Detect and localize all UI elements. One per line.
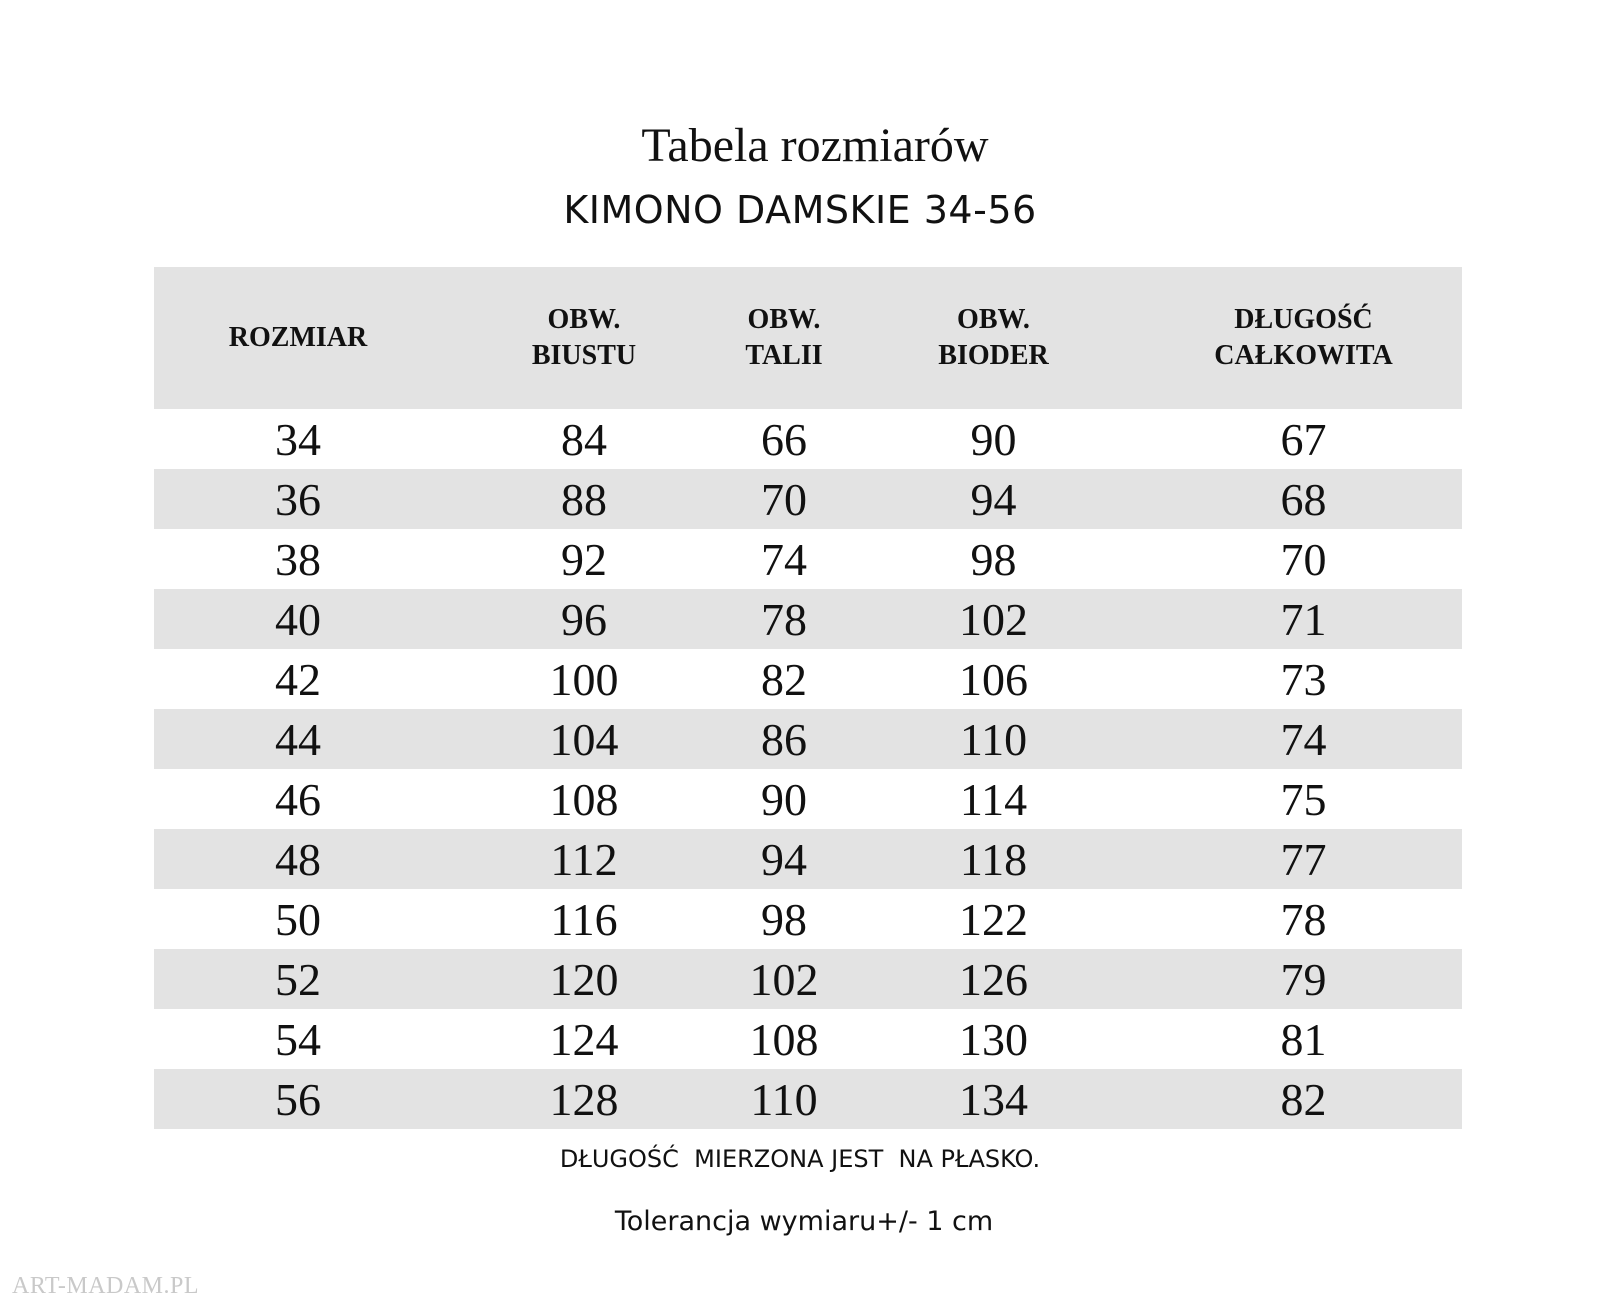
- waist-cell: 78: [726, 589, 842, 649]
- table-row: [154, 409, 1462, 469]
- bust-cell: 96: [442, 589, 726, 649]
- hips-cell: 126: [842, 949, 1145, 1009]
- header-length: [1145, 267, 1462, 409]
- table-row: [154, 769, 1462, 829]
- table-row: [154, 589, 1462, 649]
- watermark: ART-MADAM.PL: [12, 1273, 200, 1299]
- bust-cell: 120: [442, 949, 726, 1009]
- header-line: OBW.: [747, 304, 821, 335]
- hips-cell: 106: [959, 653, 1028, 705]
- hips-cell: 130: [959, 1013, 1028, 1065]
- table-row: [154, 1069, 1462, 1129]
- size-cell: 48: [154, 829, 442, 889]
- size-cell: 34: [275, 413, 321, 465]
- bust-cell: 104: [442, 709, 726, 769]
- header-line: OBW.: [957, 304, 1030, 335]
- hips-cell: 94: [842, 469, 1145, 529]
- length-cell: 81: [1280, 1013, 1327, 1065]
- header-line: TALII: [745, 340, 823, 371]
- length-cell: 71: [1145, 589, 1462, 649]
- header-line: ROZMIAR: [228, 322, 368, 353]
- waist-cell: 102: [726, 949, 842, 1009]
- size-cell: 46: [275, 773, 321, 825]
- size-cell: 56: [154, 1069, 442, 1129]
- hips-cell: 134: [842, 1069, 1145, 1129]
- table-row: [154, 649, 1462, 709]
- size-cell: 42: [275, 653, 321, 705]
- bust-cell: 92: [561, 533, 607, 585]
- table-row: [154, 949, 1462, 1009]
- table-row: [154, 529, 1462, 589]
- length-cell: 67: [1280, 413, 1327, 465]
- length-cell: 68: [1145, 469, 1462, 529]
- bust-cell: 108: [549, 773, 619, 825]
- header-line: CAŁKOWITA: [1214, 340, 1393, 371]
- page-title: Tabela rozmiarów: [641, 119, 989, 172]
- size-cell: 44: [154, 709, 442, 769]
- size-cell: 38: [275, 533, 321, 585]
- product-subtitle: KIMONO DAMSKIE 34-56: [563, 188, 1037, 232]
- header-line: BIUSTU: [531, 340, 637, 371]
- header-waist: [726, 267, 842, 409]
- hips-cell: 122: [959, 893, 1028, 945]
- length-note: DŁUGOŚĆ MIERZONA JEST NA PŁASKO.: [559, 1145, 1041, 1173]
- table-row: [154, 709, 1462, 769]
- waist-cell: 86: [726, 709, 842, 769]
- hips-cell: 102: [842, 589, 1145, 649]
- table-body: [154, 409, 1462, 1129]
- table-row: [154, 889, 1462, 949]
- header-line: OBW.: [547, 304, 621, 335]
- hips-cell: 110: [842, 709, 1145, 769]
- waist-cell: 90: [761, 773, 807, 825]
- table-row: [154, 829, 1462, 889]
- bust-cell: 128: [442, 1069, 726, 1129]
- size-cell: 50: [275, 893, 321, 945]
- table-header-row: [154, 267, 1462, 409]
- waist-cell: 66: [761, 413, 807, 465]
- waist-cell: 74: [761, 533, 807, 585]
- size-cell: 36: [154, 469, 442, 529]
- length-cell: 70: [1280, 533, 1327, 585]
- table-row: [154, 1009, 1462, 1069]
- table-row: [154, 469, 1462, 529]
- length-cell: 75: [1280, 773, 1327, 825]
- hips-cell: 98: [970, 533, 1017, 585]
- length-cell: 73: [1280, 653, 1327, 705]
- length-cell: 74: [1145, 709, 1462, 769]
- waist-cell: 70: [726, 469, 842, 529]
- bust-cell: 84: [561, 413, 607, 465]
- waist-cell: 108: [749, 1013, 819, 1065]
- bust-cell: 124: [549, 1013, 619, 1065]
- hips-cell: 114: [959, 773, 1028, 825]
- size-cell: 52: [154, 949, 442, 1009]
- length-cell: 79: [1145, 949, 1462, 1009]
- waist-cell: 98: [761, 893, 807, 945]
- header-size: [154, 267, 442, 409]
- size-table: [154, 267, 1462, 1129]
- bust-cell: 88: [442, 469, 726, 529]
- header-bust: [442, 267, 726, 409]
- waist-cell: 110: [726, 1069, 842, 1129]
- hips-cell: 118: [842, 829, 1145, 889]
- waist-cell: 94: [726, 829, 842, 889]
- header-line: BIODER: [938, 340, 1049, 371]
- bust-cell: 112: [442, 829, 726, 889]
- length-cell: 77: [1145, 829, 1462, 889]
- tolerance-note: Tolerancja wymiaru+/- 1 cm: [614, 1206, 994, 1237]
- length-cell: 82: [1145, 1069, 1462, 1129]
- size-cell: 40: [154, 589, 442, 649]
- waist-cell: 82: [761, 653, 807, 705]
- bust-cell: 116: [550, 893, 618, 945]
- bust-cell: 100: [549, 653, 619, 705]
- length-cell: 78: [1280, 893, 1327, 945]
- header-hips: [842, 267, 1145, 409]
- hips-cell: 90: [970, 413, 1017, 465]
- header-line: DŁUGOŚĆ: [1234, 304, 1373, 335]
- size-cell: 54: [275, 1013, 321, 1065]
